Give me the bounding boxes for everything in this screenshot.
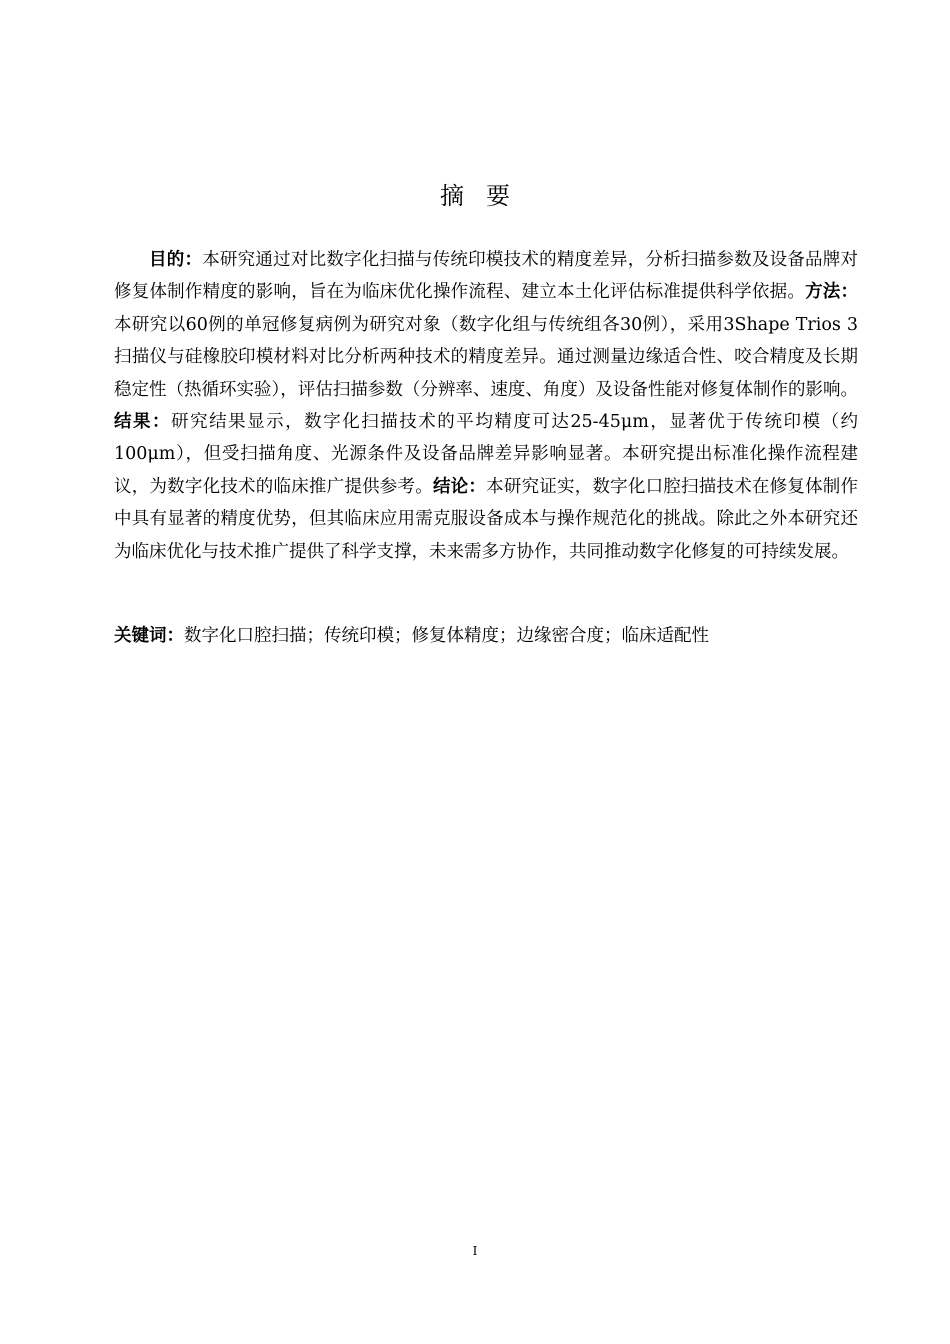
keywords-label: 关键词： <box>114 626 184 646</box>
keywords-line <box>114 620 858 652</box>
results-label: 结果： <box>114 412 172 433</box>
keywords-text: 数字化口腔扫描；传统印模；修复体精度；边缘密合度；临床适配性 <box>184 626 709 646</box>
conclusion-label: 结论： <box>432 476 487 497</box>
objective-label: 目的： <box>149 250 203 270</box>
conclusion-text: 本研究证实，数字化口腔扫描技术在修复体制作中具有显著的精度优势，但其临床应用需克服设备成本与操作规范化的挑战。除此之外本研究还为临床优化与技术推广提供了科学支撑，未来需多方协作，共同推动数字化修复的可持续发展。 <box>114 476 859 562</box>
abstract-paragraph <box>114 244 858 568</box>
methods-text: 本研究以60例的单冠修复病例为研究对象（数字化组与传统组各30例），采用3Shape Trios 3扫描仪与硅橡胶印模材料对比分析两种技术的精度差异。通过测量边缘适合性、咬合精度及长期稳定性（热循环实验），评估扫描参数（分辨率、速度、角度）及设备性能对修复体制作的影响。 <box>114 314 858 400</box>
objective-text: 本研究通过对比数字化扫描与传统印模技术的精度差异，分析扫描参数及设备品牌对修复体制作精度的影响，旨在为临床优化操作流程、建立本土化评估标准提供科学依据。 <box>114 250 859 303</box>
page-title: 摘要 <box>440 182 532 210</box>
results-text: 研究结果显示，数字化扫描技术的平均精度可达25-45μm，显著优于传统印模（约100μm），但受扫描角度、光源条件及设备品牌差异影响显著。本研究提出标准化操作流程建议，为数字化技术的临床推广提供参考。 <box>114 412 859 497</box>
methods-label: 方法： <box>805 282 859 303</box>
page-number: I <box>472 1244 478 1258</box>
